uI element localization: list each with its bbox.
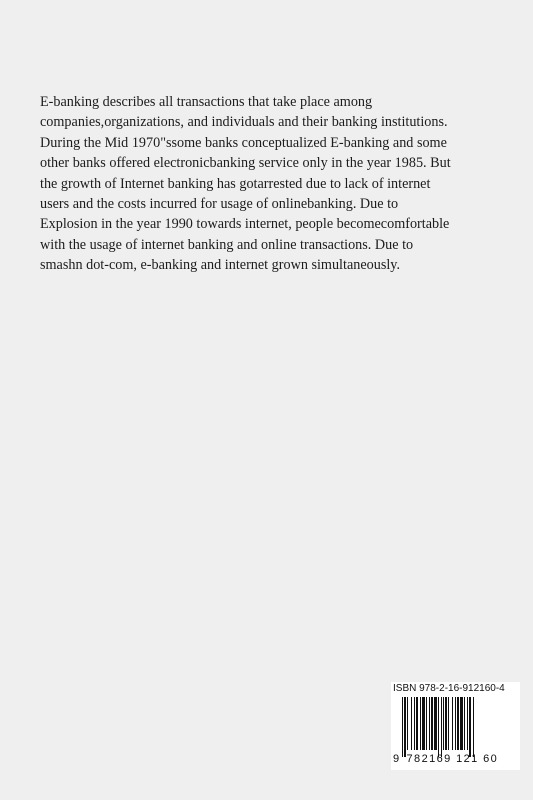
barcode-bar bbox=[464, 697, 465, 750]
barcode-lead-digit: 9 bbox=[393, 753, 401, 765]
barcode-bar bbox=[457, 697, 459, 750]
barcode-bar bbox=[473, 697, 474, 757]
barcode-bar bbox=[407, 697, 408, 750]
barcode-bar bbox=[443, 697, 444, 750]
barcode-number: 782169 121 60 bbox=[406, 753, 499, 765]
description-line: companies,organizations, and individuals and their banking institutions. bbox=[40, 114, 448, 131]
barcode-bar bbox=[467, 697, 468, 750]
description-line: During the Mid 1970"ssome banks conceptualized E-banking and some bbox=[40, 134, 447, 151]
barcode-bar bbox=[452, 697, 453, 750]
barcode-bar bbox=[431, 697, 433, 750]
description-line: other banks offered electronicbanking service only in the year 1985. But bbox=[40, 155, 451, 172]
barcode-bar bbox=[420, 697, 421, 750]
book-description bbox=[40, 92, 520, 276]
barcode-bar bbox=[416, 697, 418, 750]
barcode-bar bbox=[429, 697, 430, 750]
barcode-bar bbox=[422, 697, 425, 750]
barcode-bar bbox=[455, 697, 456, 750]
barcode-bar bbox=[460, 697, 463, 750]
barcode-bar bbox=[402, 697, 403, 757]
barcode-bar bbox=[438, 697, 439, 757]
description-line: E-banking describes all transactions that take place among bbox=[40, 94, 373, 110]
barcode-bar bbox=[411, 697, 412, 750]
description-line: the growth of Internet banking has gotarrested due to lack of internet bbox=[40, 175, 431, 192]
description-line: Explosion in the year 1990 towards internet, people becomecomfortable bbox=[40, 216, 450, 233]
description-line: smashn dot-com, e-banking and internet grown simultaneously. bbox=[40, 257, 401, 274]
barcode-bar bbox=[441, 697, 442, 757]
barcode-bar bbox=[448, 697, 449, 750]
barcode-bar bbox=[426, 697, 427, 750]
barcode-bar bbox=[469, 697, 471, 757]
description-line: users and the costs incurred for usage of onlinebanking. Due to bbox=[40, 196, 399, 213]
barcode-bar bbox=[404, 697, 406, 757]
barcode-digits bbox=[393, 753, 498, 765]
barcode-bar bbox=[414, 697, 415, 750]
barcode-bar bbox=[434, 697, 437, 750]
description-line: with the usage of internet banking and online transactions. Due to bbox=[40, 236, 414, 253]
barcode-bar bbox=[445, 697, 447, 750]
isbn-barcode bbox=[391, 682, 520, 770]
isbn-label: ISBN 978-2-16-912160-4 bbox=[393, 683, 505, 694]
